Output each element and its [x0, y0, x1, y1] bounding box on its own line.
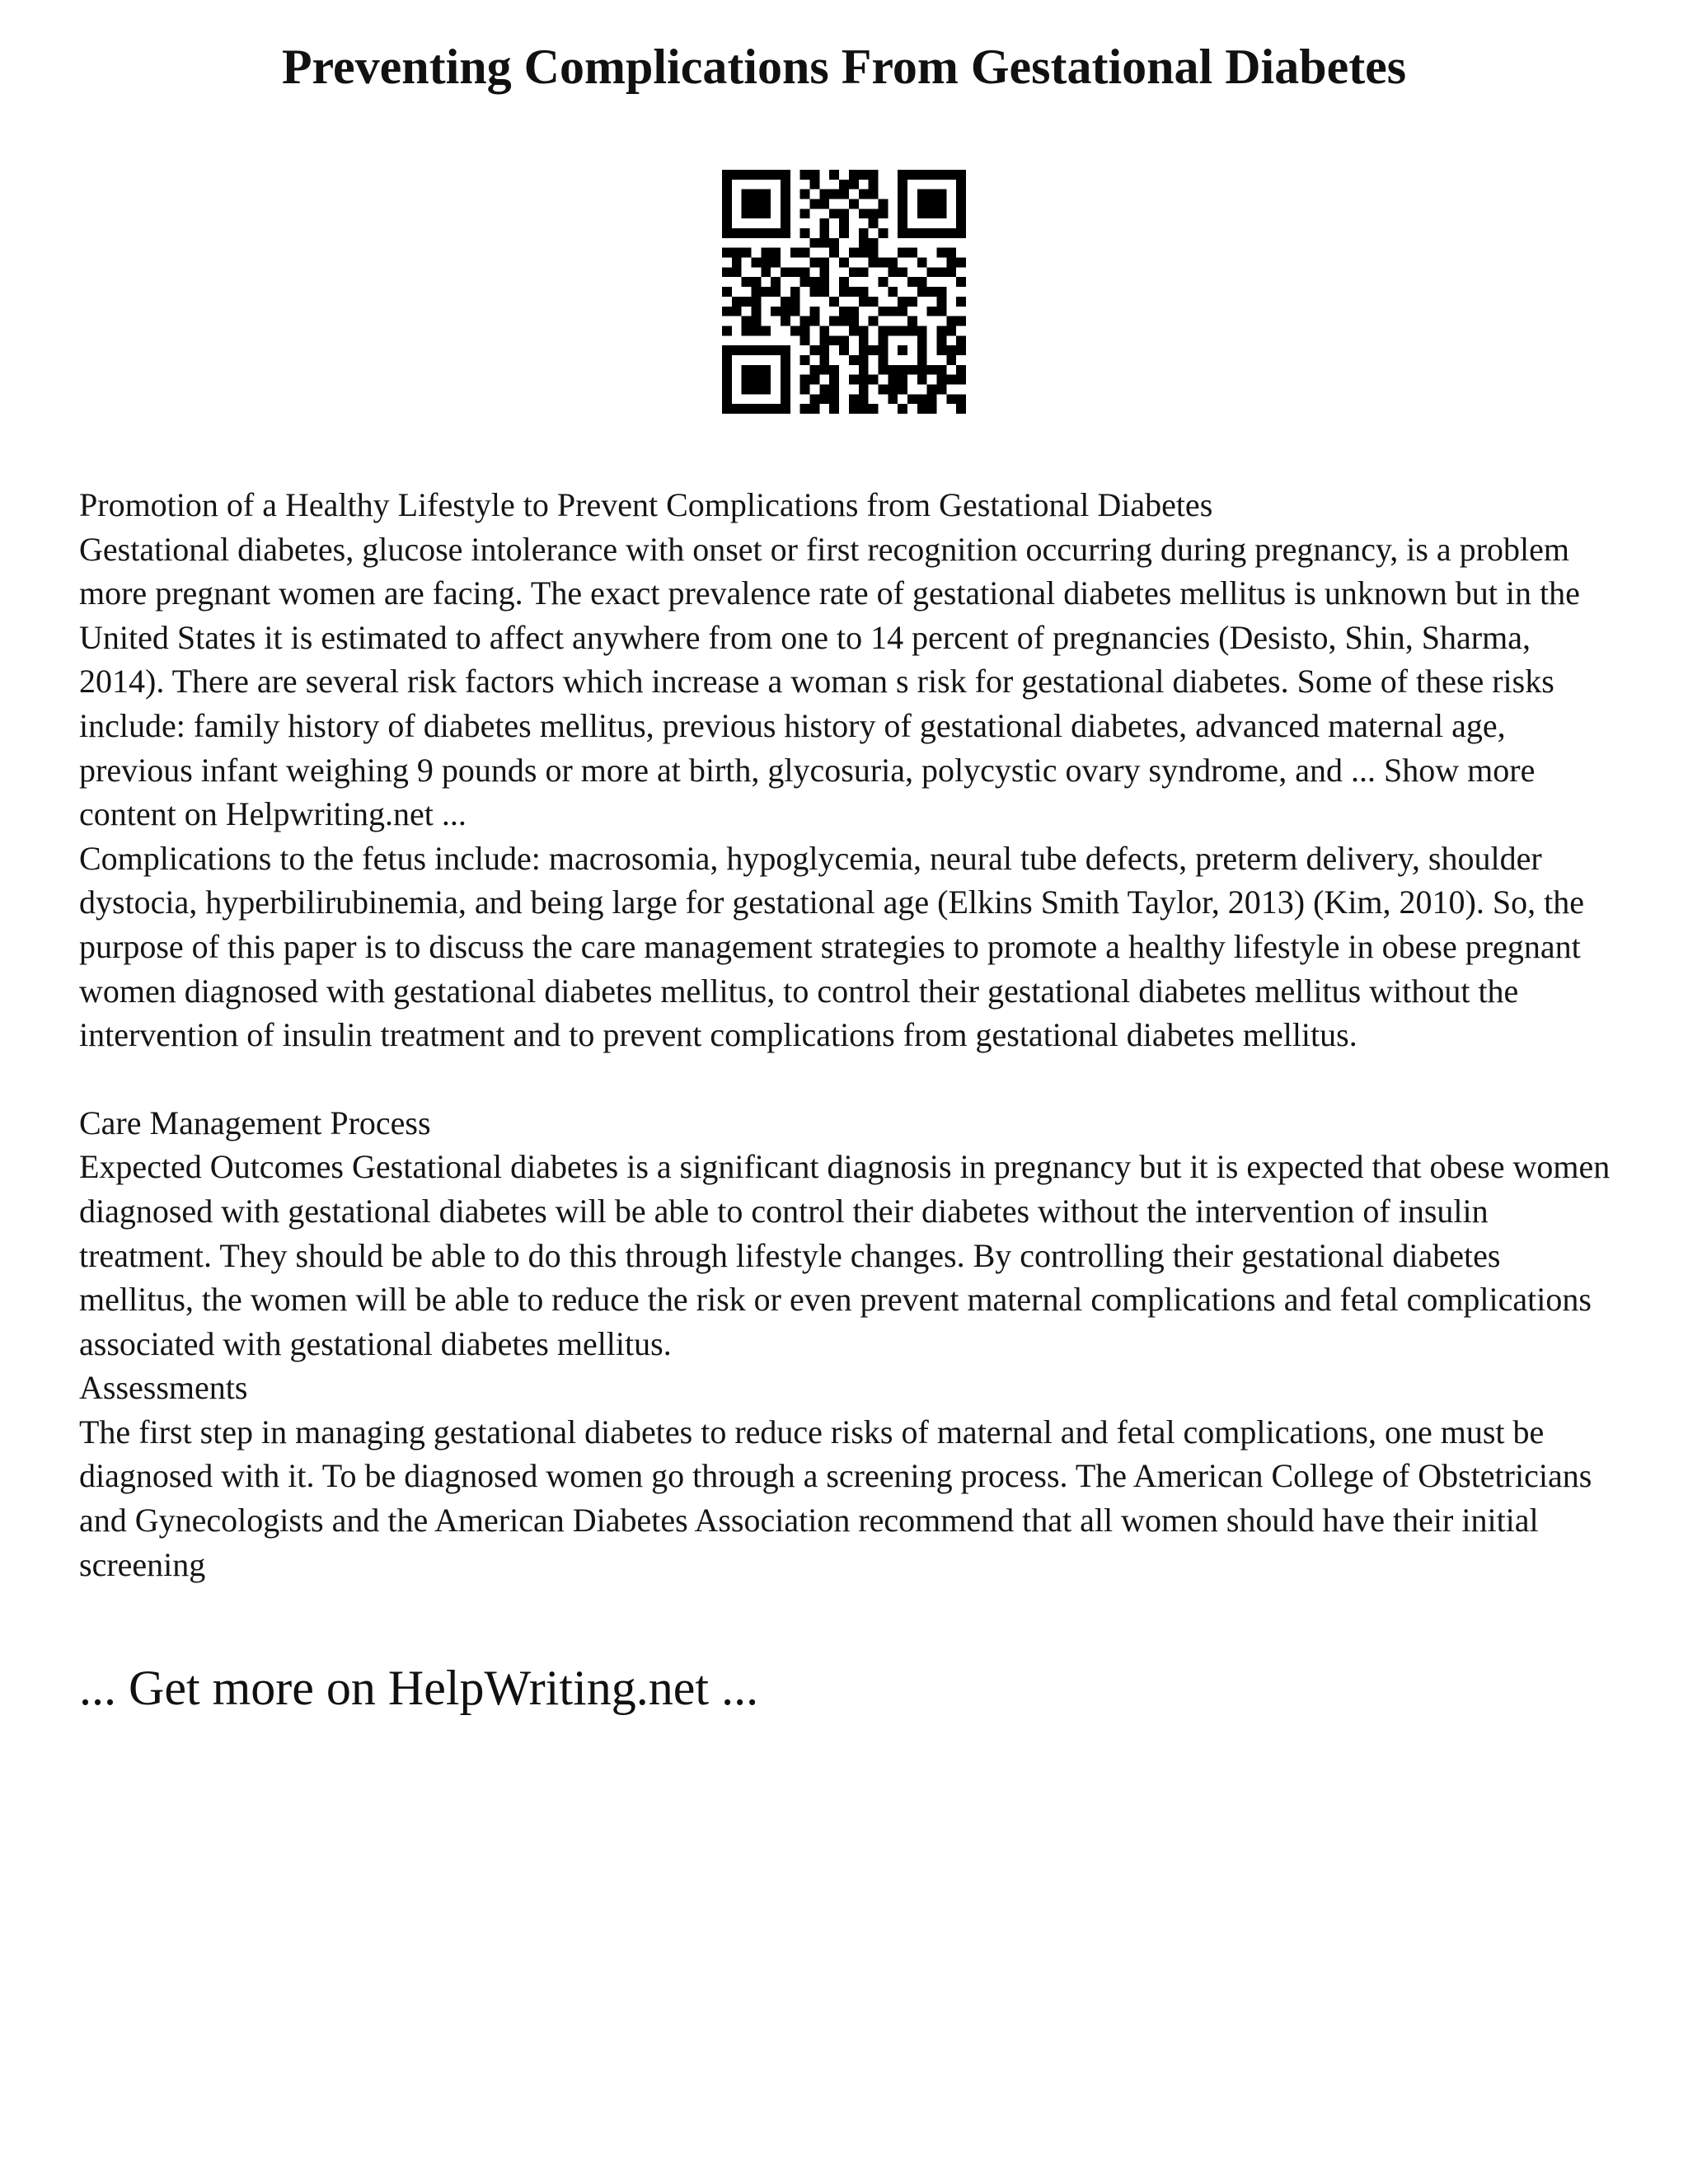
- section-heading-assessments: Assessments: [79, 1369, 248, 1407]
- paragraph-expected-outcomes: Expected Outcomes Gestational diabetes is a significant diagnosis in pregnancy but it is expected that obese women diagnosed with gestational diabetes will be able to control their diabetes without the intervention of insulin treatment. They should be able to do this through lifestyle changes. By controlling their gestational diabetes mellitus, the women will be able to reduce the risk or even prevent maternal complications and fetal complications associated with gestational diabetes mellitus.: [79, 1148, 1611, 1362]
- page-title: Preventing Complications From Gestational Diabetes: [281, 40, 1407, 94]
- paragraph-intro: Gestational diabetes, glucose intolerance with onset or first recognition occurring during pregnancy, is a problem more pregnant women are facing. The exact prevalence rate of gestational diabetes mellitus is unknown but in the United States it is estimated to affect anywhere from one to 14 percent of pregnancies (Desisto, Shin, Sharma, 2014). There are several risk factors which increase a woman s risk for gestational diabetes. Some of these risks include: family history of diabetes mellitus, previous history of gestational diabetes, advanced maternal age, previous infant weighing 9 pounds or more at birth, glycosuria, polycystic ovary syndrome, and ... Show more content on Helpwriting.net ...: [79, 530, 1580, 833]
- paragraph-assessments: The first step in managing gestational diabetes to reduce risks of maternal and fetal complications, one must be diagnosed with it. To be diagnosed women go through a screening process. The American College of Obstetricians and Gynecologists and the American Diabetes Association recommend that all women should have their initial screening: [79, 1413, 1592, 1583]
- paragraph-spacer: [79, 1057, 1620, 1101]
- section-heading-care-management: Care Management Process: [79, 1104, 431, 1141]
- section-heading-promotion: Promotion of a Healthy Lifestyle to Prevent Complications from Gestational Diabetes: [79, 486, 1213, 523]
- document-body: [79, 483, 1620, 1586]
- paragraph-complications: Complications to the fetus include: macrosomia, hypoglycemia, neural tube defects, preterm delivery, shoulder dystocia, hyperbilirubinemia, and being large for gestational age (Elkins Smith Taylor, 2013) (Kim, 2010). So, the purpose of this paper is to discuss the care management strategies to promote a healthy lifestyle in obese pregnant women diagnosed with gestational diabetes mellitus, to control their gestational diabetes mellitus without the intervention of insulin treatment and to prevent complications from gestational diabetes mellitus.: [79, 839, 1584, 1054]
- get-more-link[interactable]: ... Get more on HelpWriting.net ...: [79, 1661, 759, 1715]
- qr-code-icon[interactable]: [722, 170, 966, 414]
